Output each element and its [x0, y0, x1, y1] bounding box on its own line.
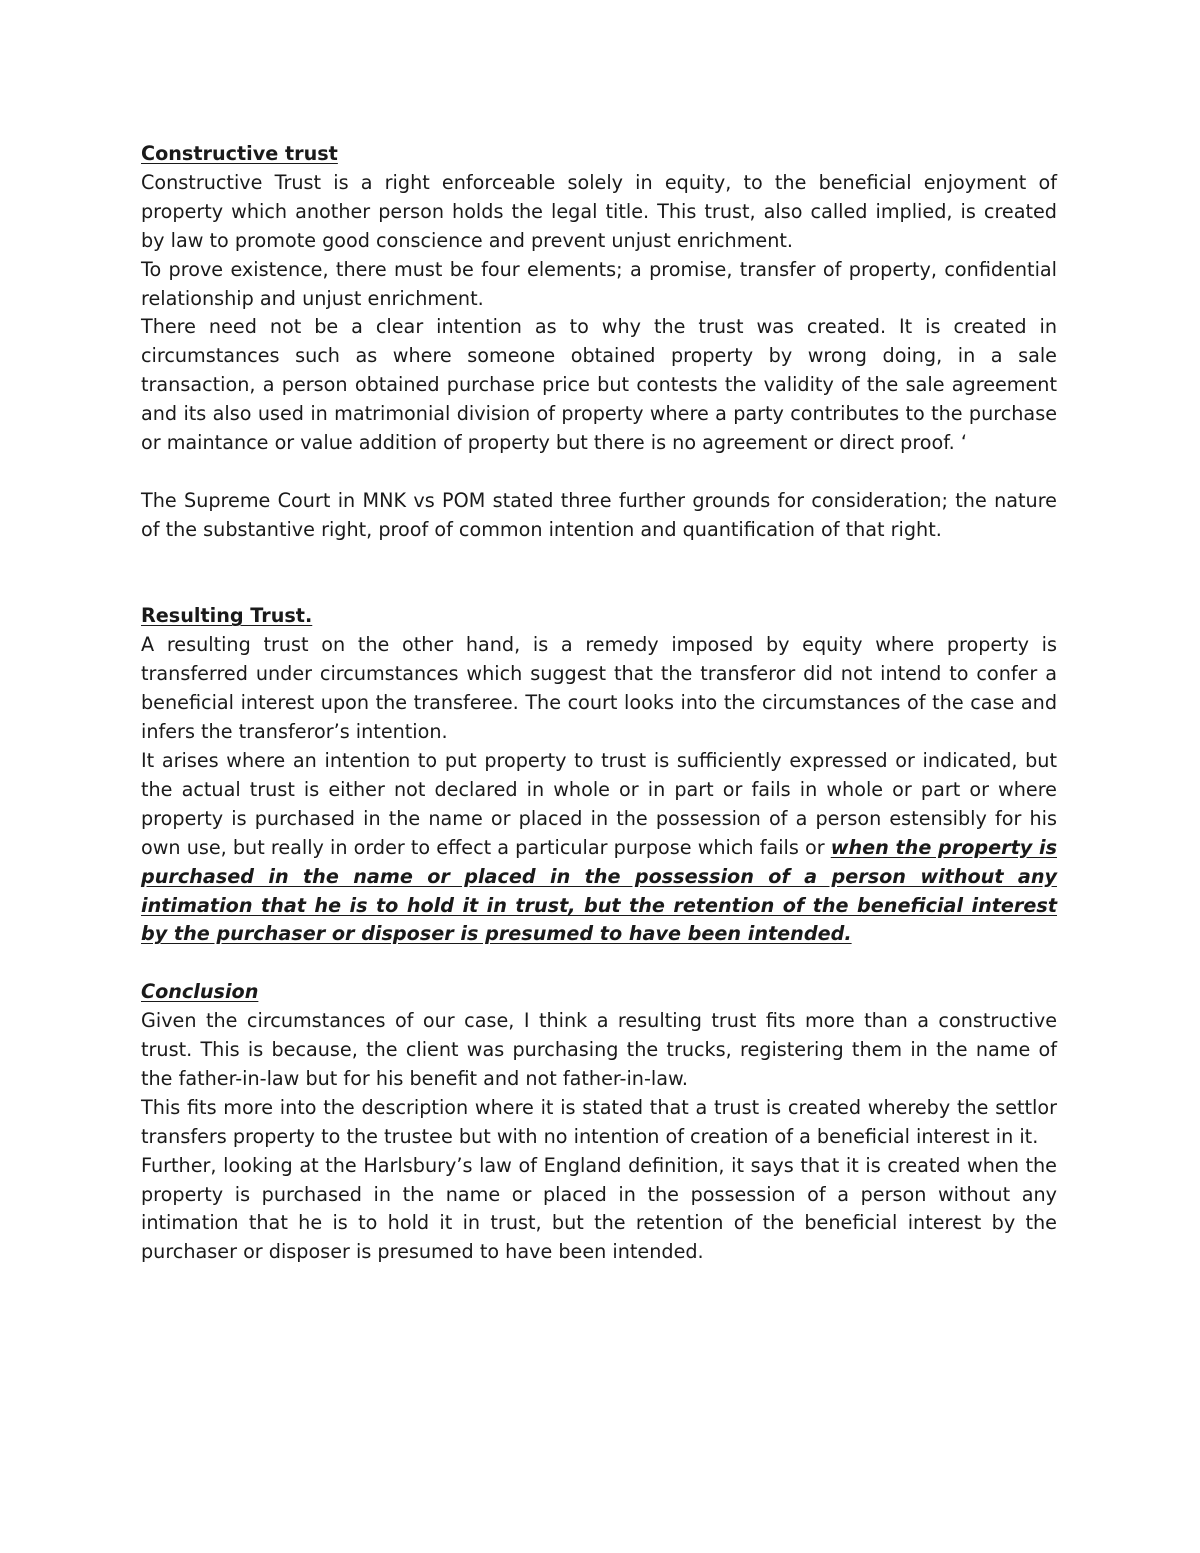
resulting-arises-text: It arises where an intention to put property to trust is sufficiently expressed or indicated, but the actual trust is either not declared in whole or in part or fails in whole or part or where property is purchased in the name or placed in the possession of a person estensibly for his own use, but really in order to effect a particular purpose which fails or	[141, 749, 1057, 859]
resulting-paragraph-definition: A resulting trust on the other hand, is a remedy imposed by equity where property is transferred under circumstances which suggest that the transferor did not intend to confer a beneficial interest upon the transferee. The court looks into the circumstances of the case and infers the transferor’s intention.	[141, 633, 1057, 744]
blank-line	[141, 458, 1057, 487]
constructive-paragraph-circumstances: There need not be a clear intention as to why the trust was created. It is created in circumstances such as where someone obtained property by wrong doing, in a sale transaction, a person obtained purchase price but contests the validity of the sale agreement and its also used in matrimonial division of property where a party contributes to the purchase or maintance or value addition of property but there is no agreement or direct proof. ‘	[141, 315, 1057, 455]
blank-line	[141, 949, 1057, 978]
resulting-arises-emphasis: when the property is purchased in the name or placed in the possession of a person without any intimation that he is to hold it in trust, but the retention of the beneficial interest by the purchaser or disposer is presumed to have been intended.	[141, 835, 1057, 946]
blank-lines	[141, 545, 1057, 603]
document-page	[141, 140, 1057, 1267]
constructive-trust-heading: Constructive trust	[141, 142, 338, 165]
conclusion-paragraph-halsbury: Further, looking at the Harlsbury’s law of England definition, it says that it is created when the property is purchased in the name or placed in the possession of a person without any intimation that he is to hold it in trust, but the retention of the beneficial interest by the purchaser or disposer is presumed to have been intended.	[141, 1153, 1057, 1264]
conclusion-heading: Conclusion	[141, 980, 259, 1004]
constructive-paragraph-supreme-court: The Supreme Court in MNK vs POM stated three further grounds for consideration; the nature of the substantive right, proof of common intention and quantification of that right.	[141, 488, 1057, 541]
constructive-paragraph-definition: Constructive Trust is a right enforceable solely in equity, to the beneficial enjoyment of property which another person holds the legal title. This trust, also called implied, is created by law to promote good conscience and prevent unjust enrichment.	[141, 170, 1057, 252]
resulting-trust-heading: Resulting Trust.	[141, 604, 313, 628]
resulting-paragraph-arises	[141, 747, 1057, 949]
conclusion-paragraph-circumstances: Given the circumstances of our case, I think a resulting trust fits more than a constructive trust. This is because, the client was purchasing the trucks, registering them in the name of the father-in-law but for his benefit and not father-in-law.	[141, 1009, 1057, 1090]
conclusion-paragraph-description: This fits more into the description where it is stated that a trust is created whereby the settlor transfers property to the trustee but with no intention of creation of a beneficial interest in it.	[141, 1095, 1057, 1148]
constructive-paragraph-elements: To prove existence, there must be four elements; a promise, transfer of property, confidential relationship and unjust enrichment.	[141, 257, 1057, 310]
